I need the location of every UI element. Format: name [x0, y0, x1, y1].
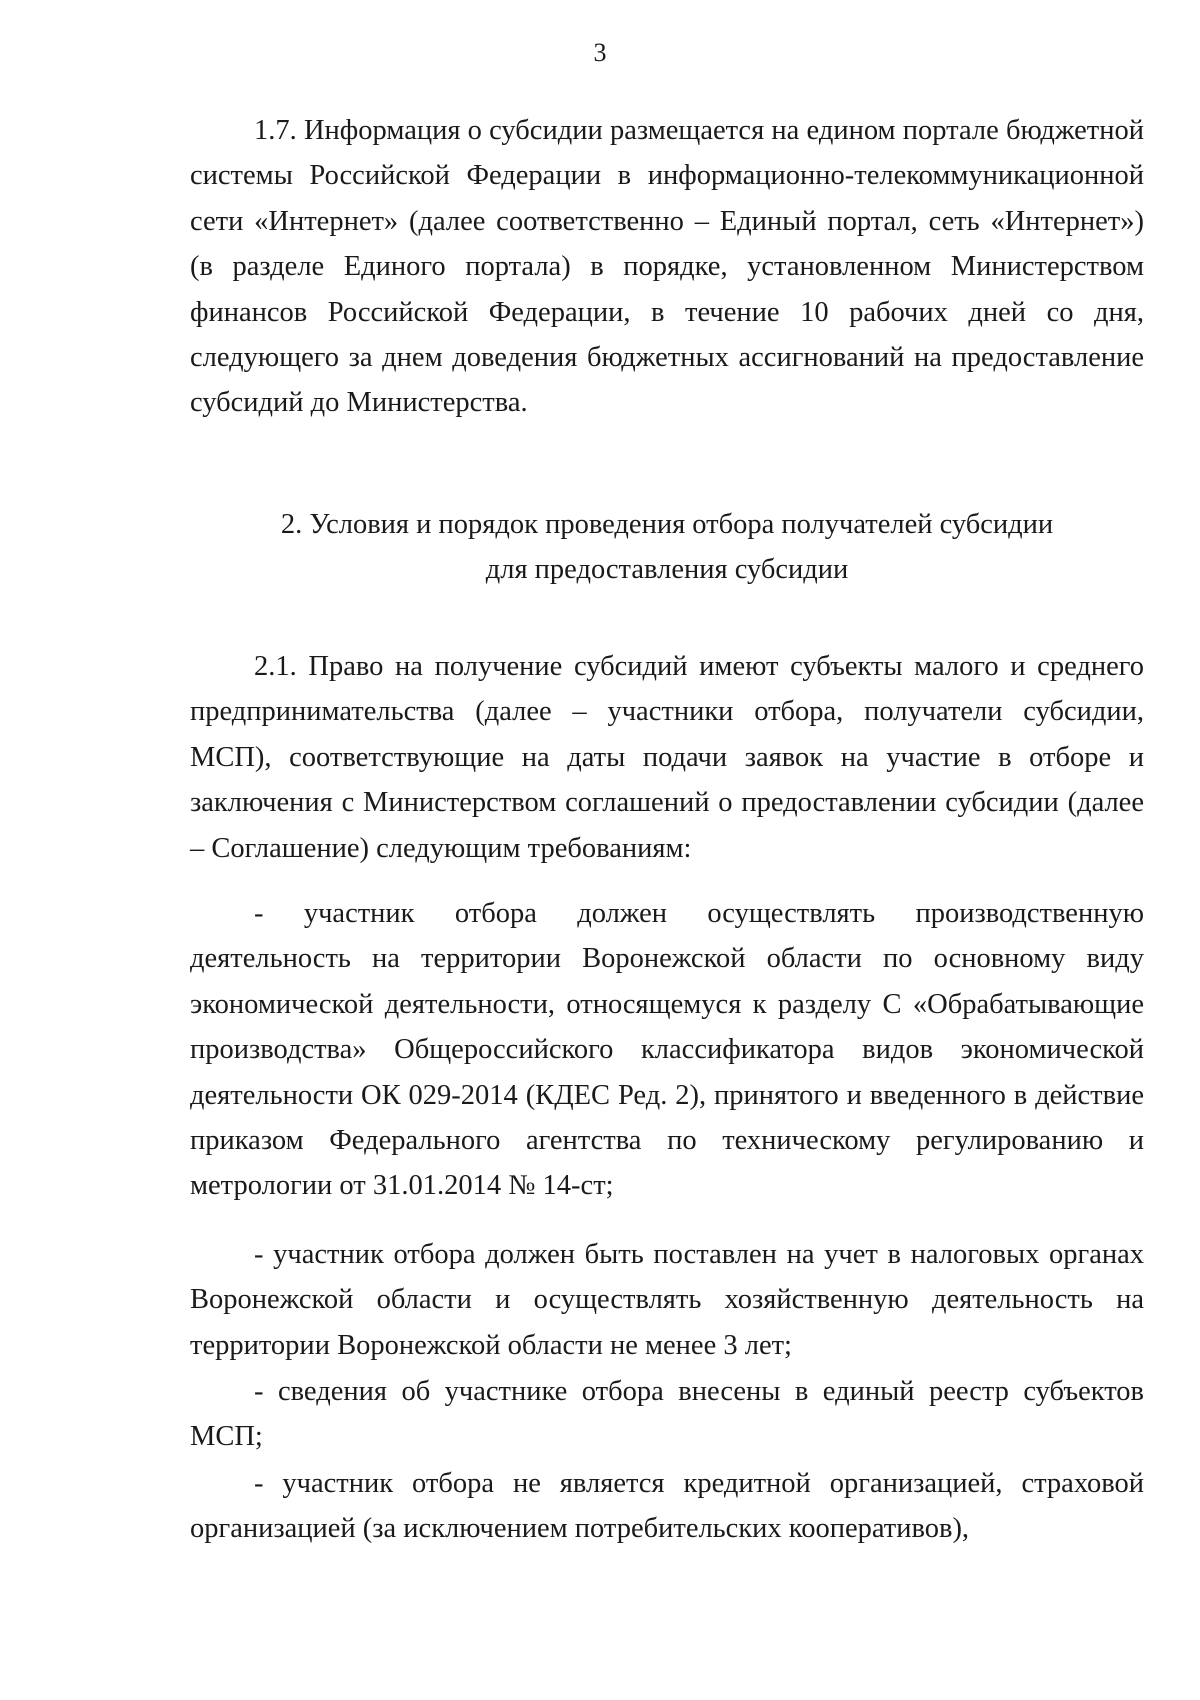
- paragraph-2-1: 2.1. Право на получение субсидий имеют субъекты малого и среднего предпринимательства (далее – участники отбора, получатели субсидии, МСП), соответствующие на даты подачи заявок на участие в отборе и заключения с Министерством соглашений о предоставлении субсидии (далее – Соглашение) следующим требованиям:: [190, 651, 1144, 864]
- section-heading-line-2: для предоставления субсидии: [485, 554, 849, 585]
- requirement-item: - участник отбора не является кредитной организацией, страховой организацией (за исключением потребительских кооперативов),: [190, 1468, 1144, 1545]
- paragraph-1-7: 1.7. Информация о субсидии размещается на едином портале бюджетной системы Российской Федерации в информационно-телекоммуникационной сети «Интернет» (далее соответственно – Единый портал, сеть «Интернет») (в разделе Единого портала) в порядке, установленном Министерством финансов Российской Федерации, в течение 10 рабочих дней со дня, следующего за днем доведения бюджетных ассигнований на предоставление субсидий до Министерства.: [190, 115, 1144, 419]
- requirement-item: - участник отбора должен осуществлять производственную деятельность на территории Воронежской области по основному виду экономической деятельности, относящемуся к разделу С «Обрабатывающие производства» Общероссийского классификатора видов экономической деятельности ОК 029-2014 (КДЕС Ред. 2), принятого и введенного в действие приказом Федерального агентства по техническому регулированию и метрологии от 31.01.2014 № 14-ст;: [190, 898, 1144, 1202]
- section-2-heading: [190, 502, 1144, 592]
- page-number: 3: [593, 38, 607, 67]
- requirement-item: - сведения об участнике отбора внесены в единый реестр субъектов МСП;: [190, 1376, 1144, 1453]
- section-heading-line-1: 2. Условия и порядок проведения отбора получателей субсидии: [280, 509, 1054, 540]
- requirement-item: - участник отбора должен быть поставлен на учет в налоговых органах Воронежской области и осуществлять хозяйственную деятельность на территории Воронежской области не менее 3 лет;: [190, 1239, 1144, 1361]
